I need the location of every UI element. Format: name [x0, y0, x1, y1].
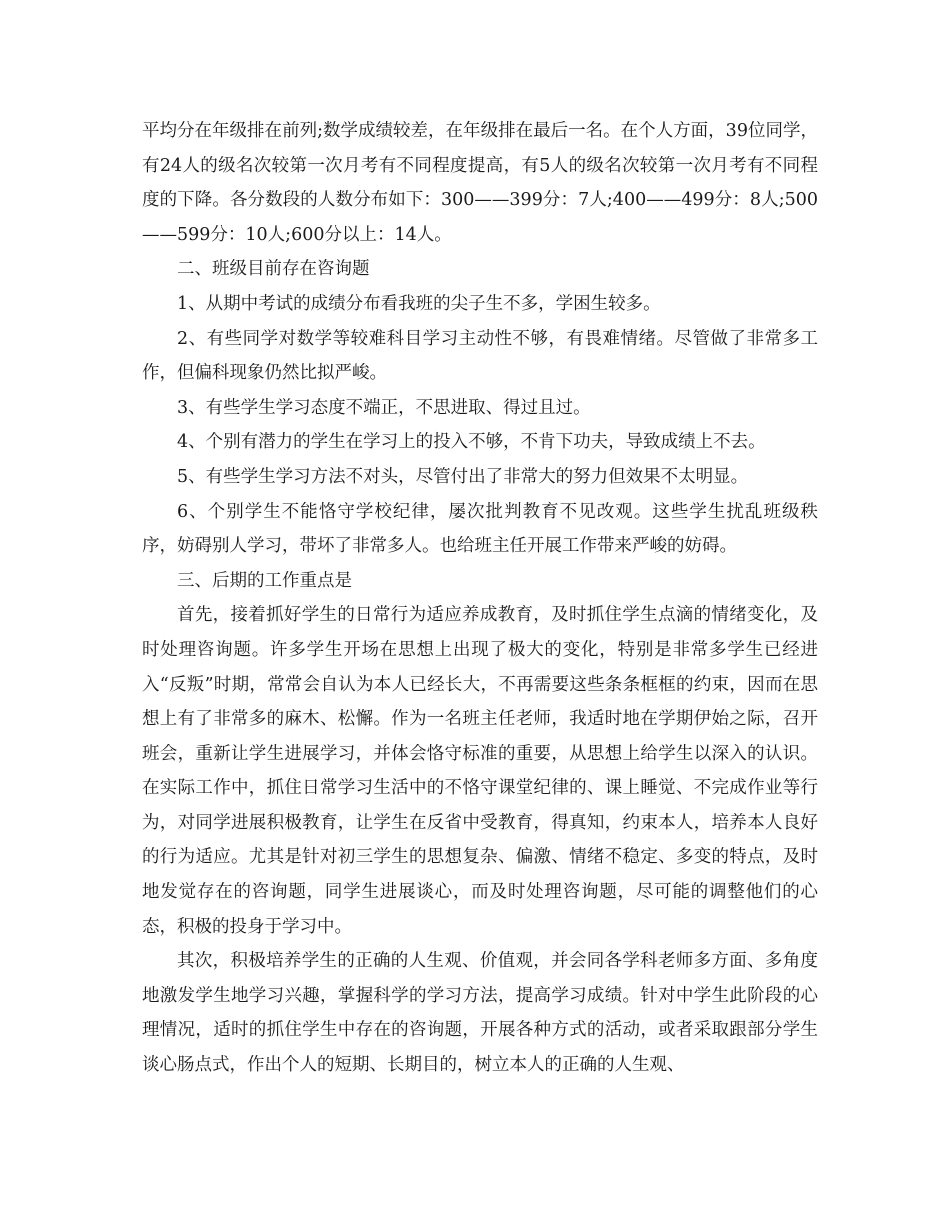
section-heading-current-problems: 二、班级目前存在咨询题 [177, 259, 370, 280]
paragraph-first-focus: 首先，接着抓好学生的日常行为适应养成教育，及时抓住学生点滴的情绪变化，及时处理咨询题。许多学生开场在思想上出现了极大的变化，特别是非常多学生已经进入“反叛”时期，常常会自认为本人已经长大，不再需要这些条条框框的约束，因而在思想上有了非常多的麻木、松懈。作为一名班主任老师，我适时地在学期伊始之际，召开班会，重新让学生进展学习，并体会恪守标准的重要，从思想上给学生以深入的认识。在实际工作中，抓住日常学习生活中的不恪守课堂纪律的、课上睡觉、不完成作业等行为，对同学进展积极教育，让学生在反省中受教育，得真知，约束本人，培养本人良好的行为适应。尤其是针对初三学生的思想复杂、偏激、情绪不稳定、多变的特点，及时地发觉存在的咨询题，同学生进展谈心，而及时处理咨询题，尽可能的调整他们的心态，积极的投身于学习中。 [142, 605, 818, 937]
section-heading-work-focus: 三、后期的工作重点是 [177, 570, 352, 591]
paragraph-score-distribution: 平均分在年级排在前列;数学成绩较差，在年级排在最后一名。在个人方面，39位同学，有24人的级名次较第一次月考有不同程度提高，有5人的级名次较第一次月考有不同程度的下降。各分数段的人数分布如下：300——399分：7人;400——499分：8人;500——599分：10人;600分以上：14人。 [142, 121, 818, 245]
list-item-problem-4: 4、个别有潜力的学生在学习上的投入不够，不肯下功夫，导致成绩上不去。 [177, 432, 766, 453]
list-item-problem-5: 5、有些学生学习方法不对头，尽管付出了非常大的努力但效果不太明显。 [177, 466, 749, 487]
list-item-problem-3: 3、有些学生学习态度不端正，不思进取、得过且过。 [177, 397, 591, 418]
paragraph-second-focus: 其次，积极培养学生的正确的人生观、价值观，并会同各学科老师多方面、多角度地激发学生地学习兴趣，掌握科学的学习方法，提高学习成绩。针对中学生此阶段的心理情况，适时的抓住学生中存在的咨询题，开展各种方式的活动，或者采取跟部分学生谈心肠点式，作出个人的短期、长期目的，树立本人的正确的人生观、 [142, 951, 818, 1076]
list-item-problem-2: 2、有些同学对数学等较难科目学习主动性不够，有畏难情绪。尽管做了非常多工作，但偏科现象仍然比拟严峻。 [142, 328, 818, 384]
list-item-problem-6: 6、个别学生不能恪守学校纪律，屡次批判教育不见改观。这些学生扰乱班级秩序，妨碍别人学习，带坏了非常多人。也给班主任开展工作带来严峻的妨碍。 [142, 501, 818, 557]
document-body [142, 114, 818, 1083]
list-item-problem-1: 1、从期中考试的成绩分布看我班的尖子生不多，学困生较多。 [177, 293, 661, 314]
